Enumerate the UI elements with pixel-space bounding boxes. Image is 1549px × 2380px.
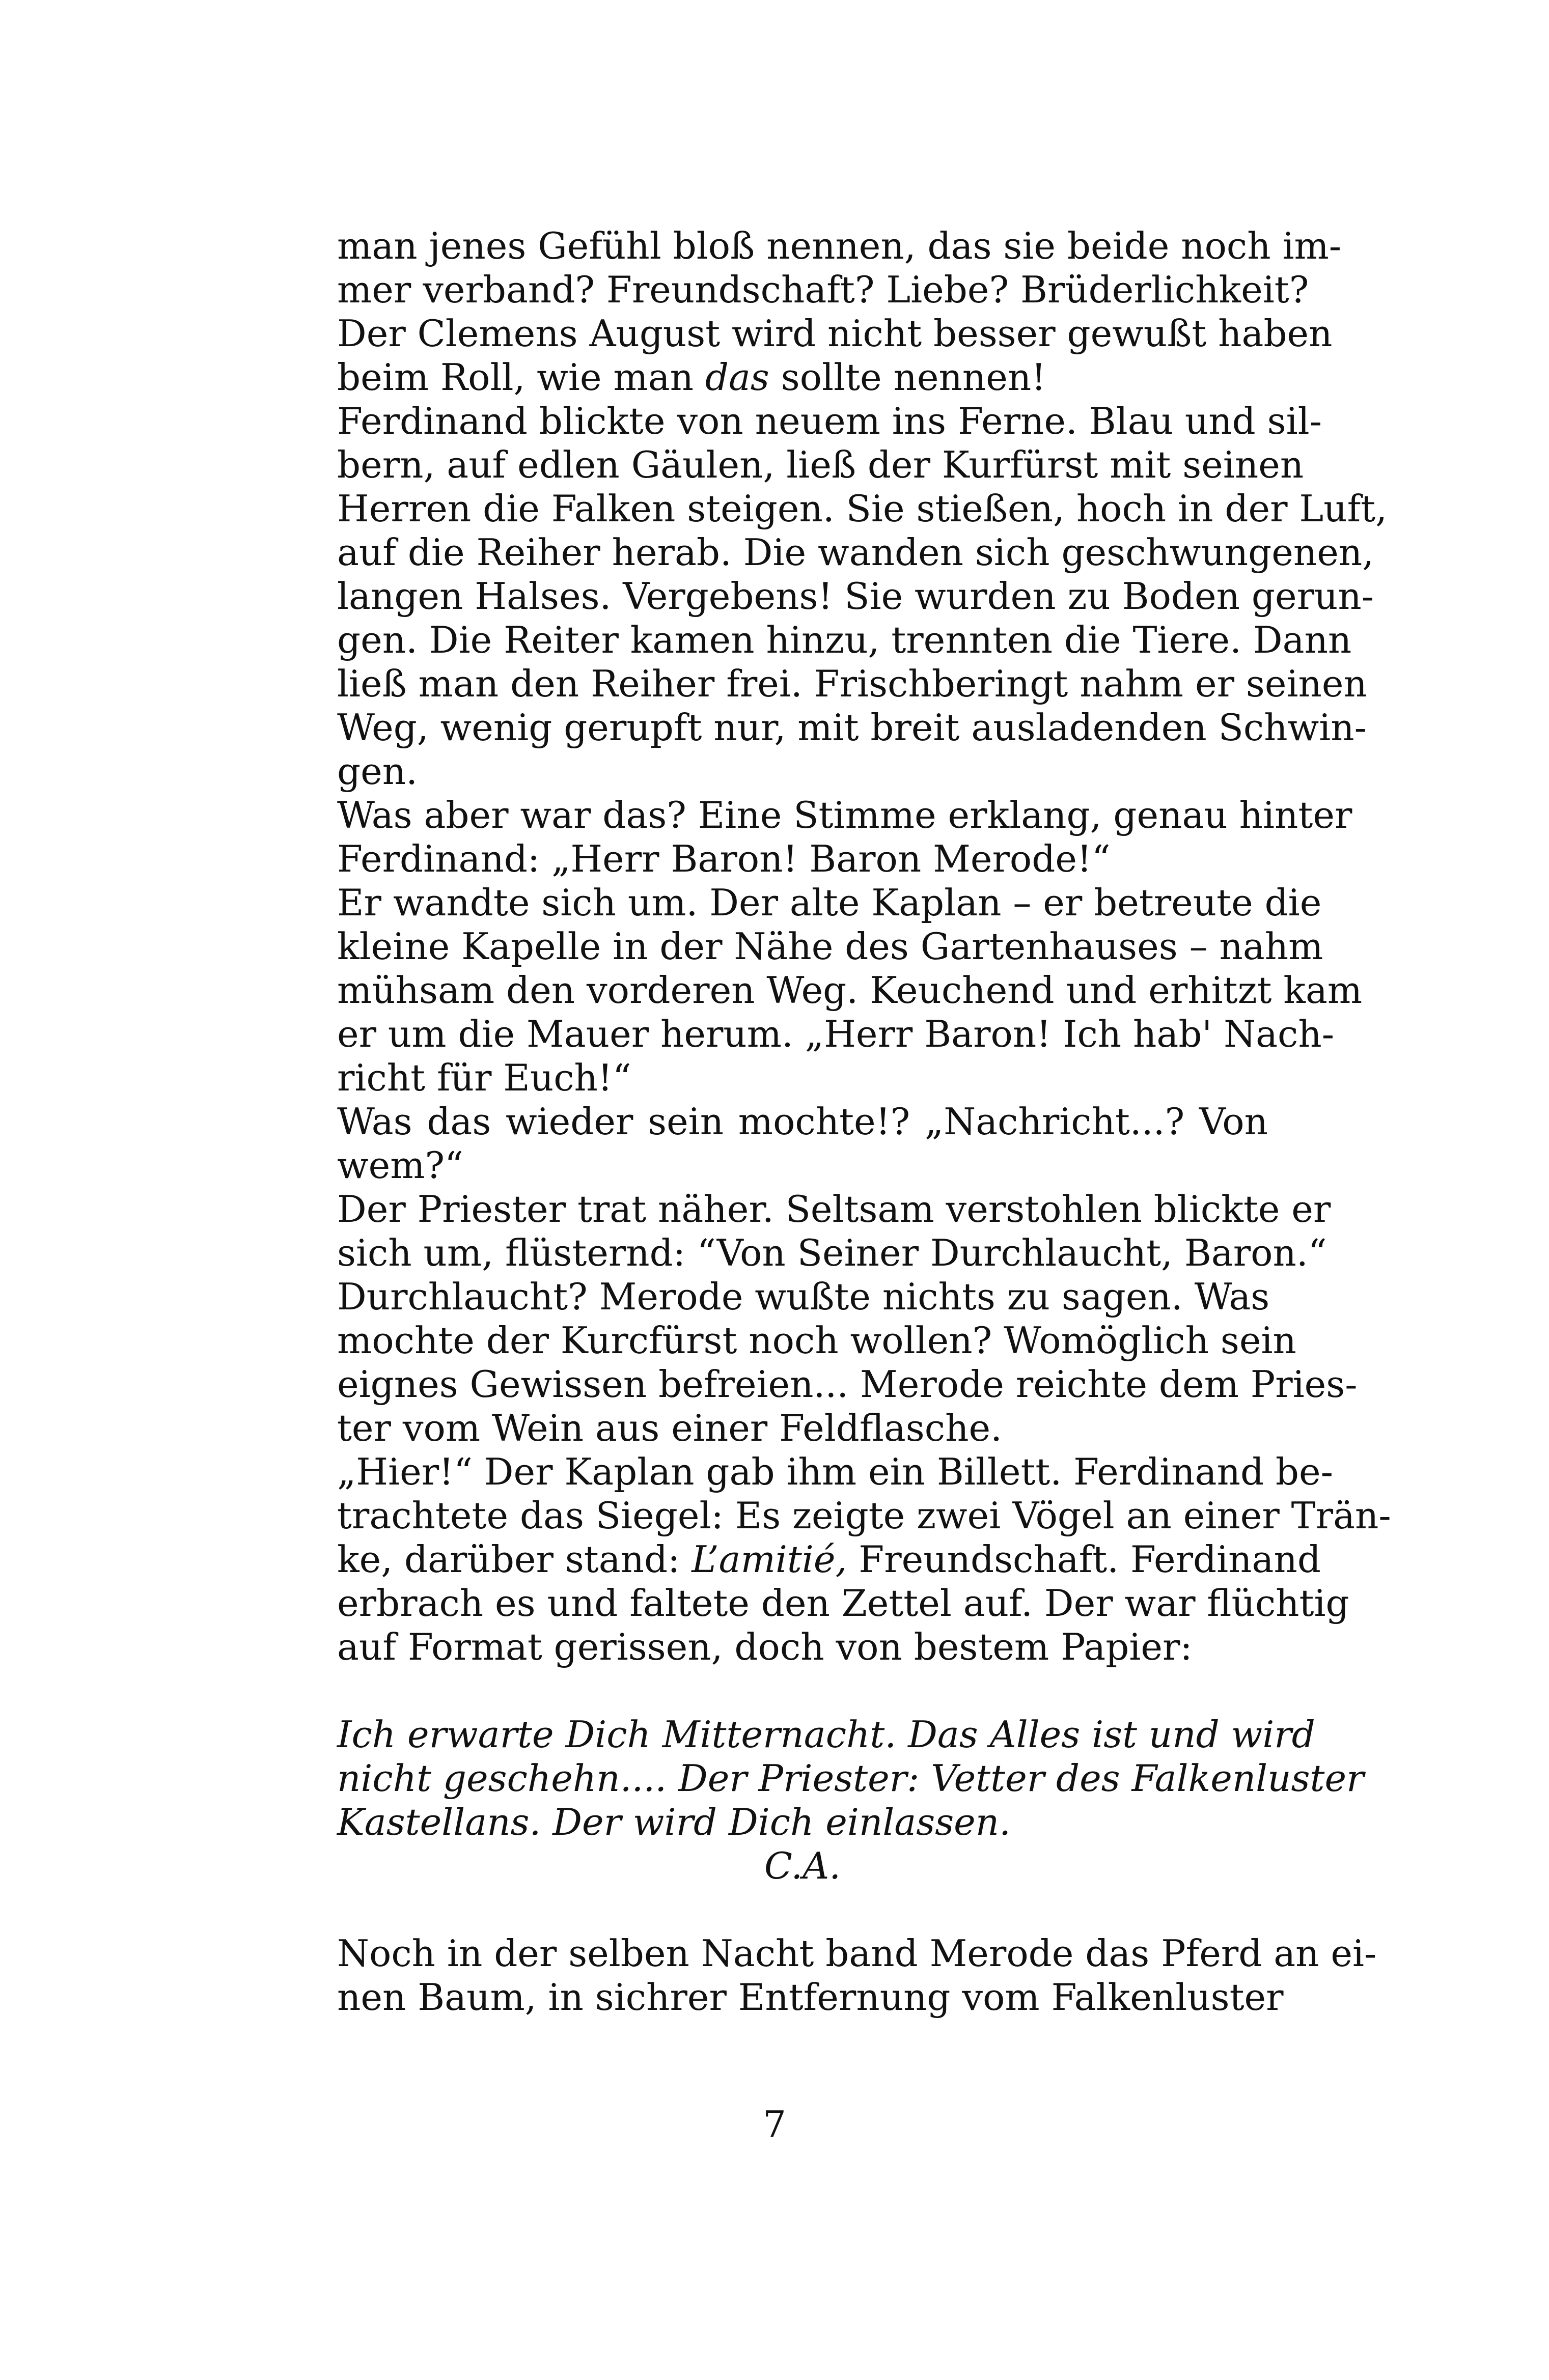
page-number: 7 [763,2103,786,2146]
text-line: wem?“ [337,1144,463,1187]
emphasis-word: L’amitié, [691,1538,847,1581]
text-segment: ke, darüber stand: [337,1538,692,1581]
text-line: auf Format gerissen, doch von bestem Papier: [337,1626,1193,1668]
text-line: Der Priester trat näher. Seltsam verstohlen blickte er [337,1188,1331,1230]
text-line: ter vom Wein aus einer Feldflasche. [337,1407,1002,1449]
text-line: bern, auf edlen Gäulen, ließ der Kurfürst mit seinen [337,443,1304,486]
text-line: Herren die Falken steigen. Sie stießen, hoch in der Luft, [337,487,1388,530]
text-line: sich um, flüsternd: “Von Seiner Durchlaucht, Baron.“ [337,1231,1327,1274]
text-line: erbrach es und faltete den Zettel auf. Der war flüchtig [337,1582,1349,1625]
text-line: Noch in der selben Nacht band Merode das Pferd an ei- [337,1932,1377,1975]
text-segment: beim Roll, wie man [337,356,705,399]
text-line: eignes Gewissen befreien... Merode reichte dem Pries- [337,1363,1358,1406]
text-line: trachtete das Siegel: Es zeigte zwei Vögel an einer Trän- [337,1494,1391,1537]
emphasis-word: das [705,356,769,399]
text-line: ließ man den Reiher frei. Frischberingt nahm er seinen [337,662,1367,705]
letter-line: Kastellans. Der wird Dich einlassen. [337,1801,1011,1843]
paragraph-gap [337,1669,1268,1713]
text-line: Weg, wenig gerupft nur, mit breit ausladenden Schwin- [337,706,1367,749]
text-line: auf die Reiher herab. Die wanden sich geschwungenen, [337,531,1374,574]
text-line: gen. Die Reiter kamen hinzu, trennten die Tiere. Dann [337,619,1352,661]
text-line: Er wandte sich um. Der alte Kaplan – er betreute die [337,881,1322,924]
text-line: nen Baum, in sichrer Entfernung vom Falkenluster [337,1976,1284,2019]
text-line: langen Halses. Vergebens! Sie wurden zu Boden gerun- [337,575,1374,618]
text-line: Was aber war das? Eine Stimme erklang, genau hinter [337,794,1352,836]
text-line: Der Clemens August wird nicht besser gewußt haben [337,312,1333,355]
letter-line: Ich erwarte Dich Mitternacht. Das Alles ist und wird [337,1713,1315,1756]
text-segment: sollte nennen! [769,356,1046,399]
text-segment: Freundschaft. Ferdinand [847,1538,1321,1581]
text-line: Ferdinand: „Herr Baron! Baron Merode!“ [337,837,1111,880]
text-line: er um die Mauer herum. „Herr Baron! Ich hab' Nach- [337,1013,1335,1055]
text-line: mochte der Kurcfürst noch wollen? Womöglich sein [337,1319,1296,1362]
text-line: Ferdinand blickte von neuem ins Ferne. Blau und sil- [337,400,1322,442]
page-text [337,224,1391,2019]
text-line: kleine Kapelle in der Nähe des Gartenhauses – nahm [337,925,1323,968]
text-line: mer verband? Freundschaft? Liebe? Brüderlichkeit? [337,268,1309,311]
text-line: richt für Euch!“ [337,1056,631,1099]
text-line: „Hier!“ Der Kaplan gab ihm ein Billett. Ferdinand be- [337,1450,1333,1493]
text-line: Durchlaucht? Merode wußte nichts zu sagen. Was [337,1275,1270,1318]
letter-line: nicht geschehn.... Der Priester: Vetter des Falkenluster [337,1757,1364,1800]
text-line: man jenes Gefühl bloß nennen, das sie beide noch im- [337,225,1342,267]
paragraph-gap [337,1888,1268,1931]
text-line [337,1537,1321,1581]
text-line [337,355,1268,399]
text-line: mühsam den vorderen Weg. Keuchend und erhitzt kam [337,969,1363,1012]
text-line: Was das wieder sein mochte!? „Nachricht...? Von [337,1100,1268,1143]
text-line: gen. [337,750,418,793]
letter-signature: C.A. [764,1844,841,1887]
